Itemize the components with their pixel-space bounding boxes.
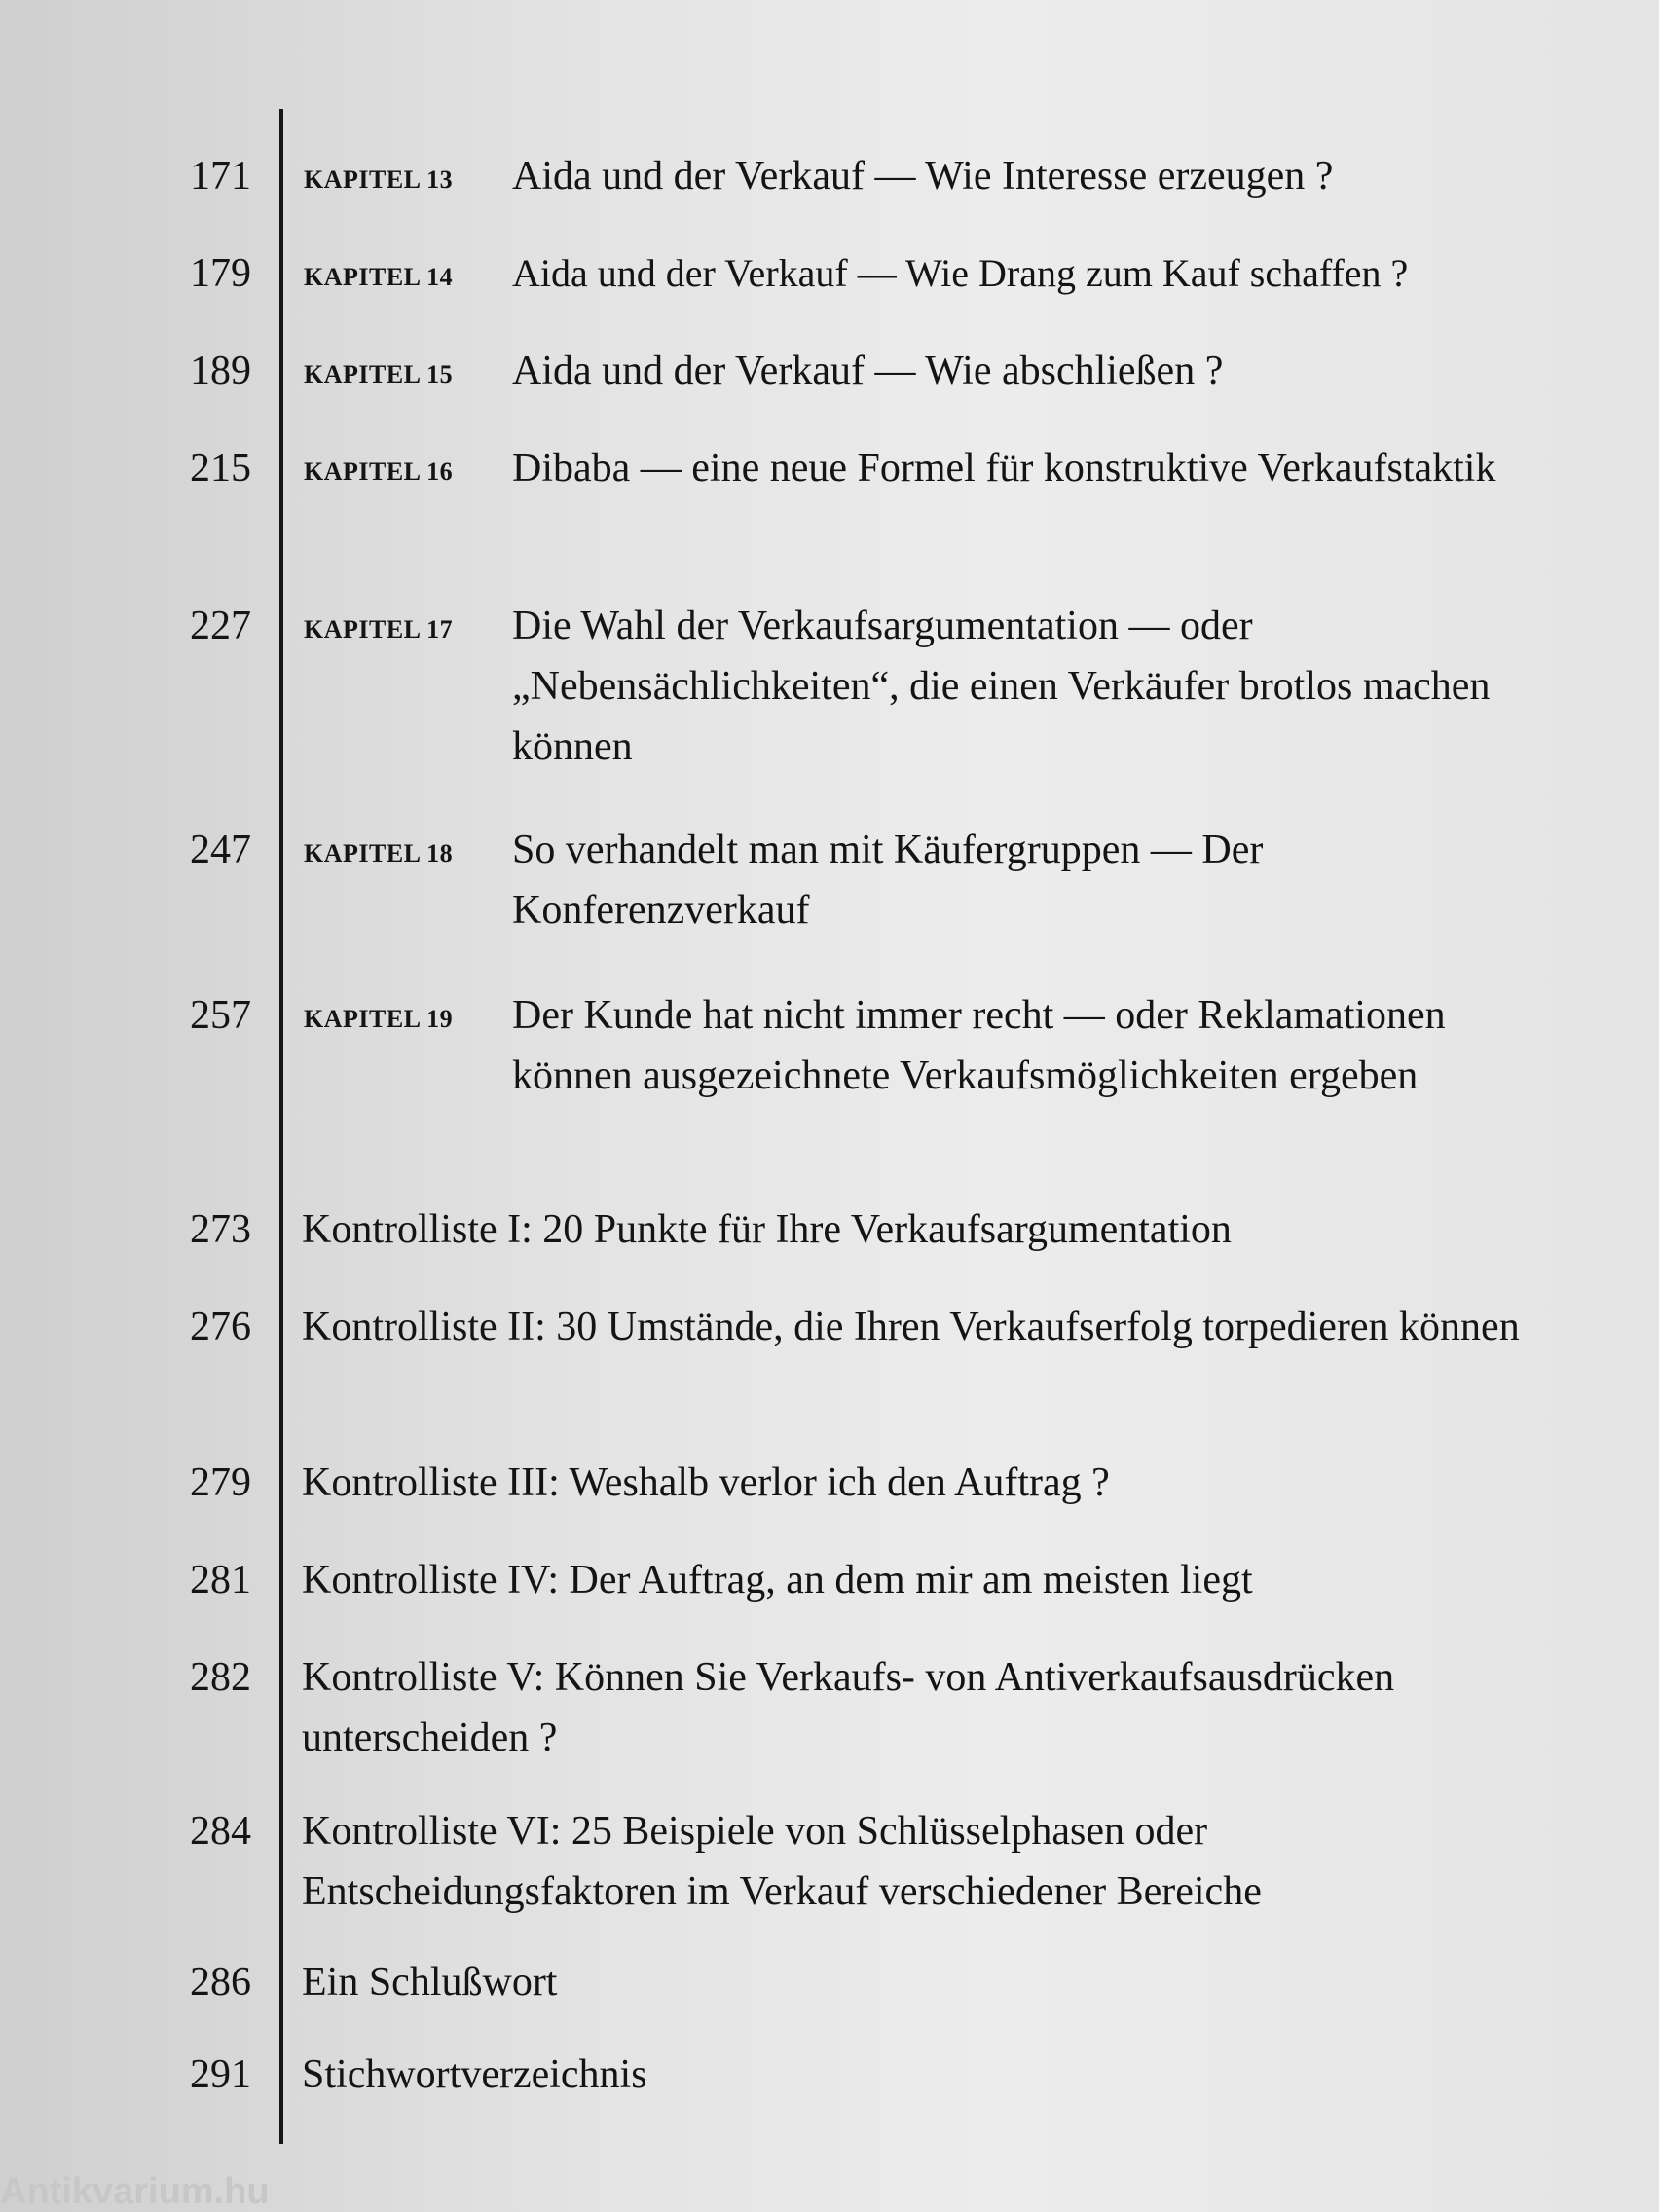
toc-chapter-label: KAPITEL 13 — [304, 166, 454, 194]
toc-page-number: 189 — [190, 349, 251, 393]
toc-chapter-label: KAPITEL 18 — [304, 839, 454, 867]
toc-entry-title: Die Wahl der Verkaufsargumentation — oder „Nebensächlichkeiten“, die einen Verkäufer brotlos machen können — [512, 604, 1491, 769]
toc-page-number: 286 — [190, 1960, 251, 2005]
toc-entry-title: Stichwortverzeichnis — [302, 2052, 647, 2097]
toc-page-number: 282 — [190, 1655, 251, 1700]
toc-page-number: 291 — [190, 2052, 251, 2097]
toc-page-number: 215 — [190, 446, 251, 491]
toc-entry-title: Kontrolliste V: Können Sie Verkaufs- von Antiverkaufsausdrücken unterscheiden ? — [302, 1655, 1395, 1760]
toc-page-number: 179 — [190, 251, 251, 296]
toc-entry-title: Aida und der Verkauf — Wie Drang zum Kauf schaffen ? — [512, 251, 1409, 295]
toc-vertical-rule — [279, 109, 283, 2144]
toc-page-number: 284 — [190, 1809, 251, 1854]
toc-entry-title: Kontrolliste II: 30 Umstände, die Ihren Verkaufserfolg torpedieren können — [302, 1305, 1520, 1349]
toc-page-number: 281 — [190, 1558, 251, 1603]
toc-page-number: 257 — [190, 993, 251, 1038]
toc-chapter-label: KAPITEL 15 — [304, 360, 454, 388]
toc-entry-title: Kontrolliste III: Weshalb verlor ich den Auftrag ? — [302, 1460, 1110, 1505]
toc-entry-title: So verhandelt man mit Käufergruppen — Der Konferenzverkauf — [512, 828, 1264, 933]
toc-page-number: 247 — [190, 828, 251, 872]
toc-chapter-label: KAPITEL 16 — [304, 458, 454, 486]
toc-page-number: 276 — [190, 1305, 251, 1349]
toc-page-number: 273 — [190, 1207, 251, 1252]
toc-entry-title: Aida und der Verkauf — Wie Interesse erzeugen ? — [512, 154, 1334, 199]
toc-page-number: 227 — [190, 604, 251, 648]
toc-chapter-label: KAPITEL 17 — [304, 615, 454, 644]
toc-entry-title: Dibaba — eine neue Formel für konstruktive Verkaufstaktik — [512, 446, 1496, 491]
toc-page-number: 171 — [190, 154, 251, 199]
toc-entry-title: Aida und der Verkauf — Wie abschließen ? — [512, 349, 1224, 393]
watermark-text: Antikvarium.hu — [0, 2171, 270, 2212]
toc-entry-title: Kontrolliste VI: 25 Beispiele von Schlüsselphasen oder Entscheidungsfaktoren im Verkauf verschiedener Bereiche — [302, 1809, 1262, 1914]
toc-chapter-label: KAPITEL 19 — [304, 1005, 454, 1033]
toc-entry-title: Kontrolliste I: 20 Punkte für Ihre Verkaufsargumentation — [302, 1207, 1232, 1252]
toc-chapter-label: KAPITEL 14 — [304, 263, 454, 291]
toc-entry-title: Ein Schlußwort — [302, 1960, 558, 2005]
toc-entry-title: Kontrolliste IV: Der Auftrag, an dem mir am meisten liegt — [302, 1558, 1253, 1603]
toc-entry-title: Der Kunde hat nicht immer recht — oder Reklamationen können ausgezeichnete Verkaufsmöglichkeiten ergeben — [512, 993, 1446, 1098]
toc-page-number: 279 — [190, 1460, 251, 1505]
